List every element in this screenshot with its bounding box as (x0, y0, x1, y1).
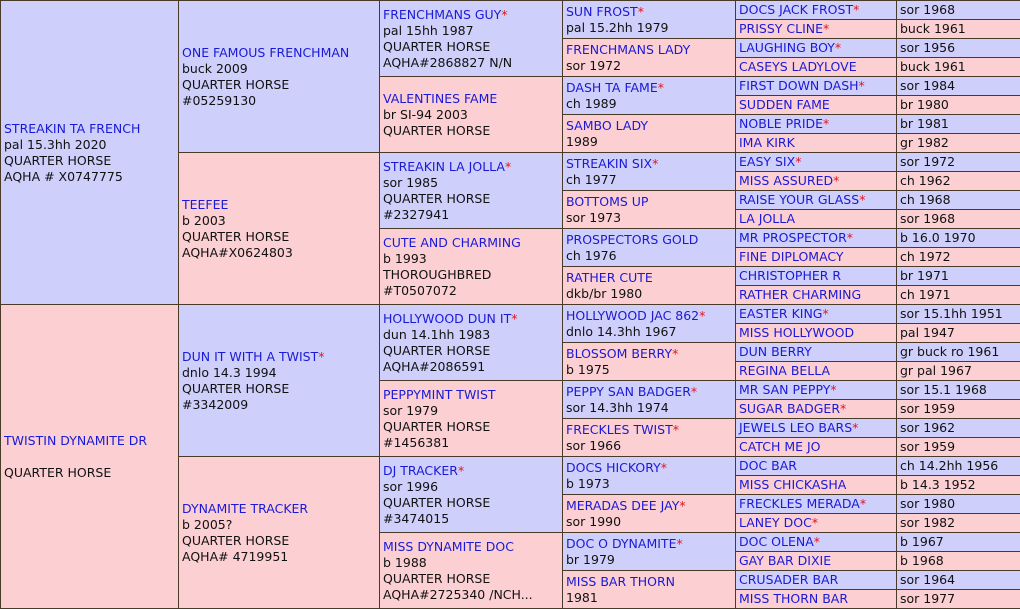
star-marker: * (676, 536, 682, 551)
horse-detail: sor 1966 (566, 438, 732, 454)
horse-cell-g3g (380, 457, 563, 533)
ancestor-info: ch 1968 (897, 191, 1020, 210)
horse-cell-g2c (179, 305, 380, 457)
horse-detail: #T0507072 (383, 283, 559, 299)
ancestor-info: sor 1968 (897, 210, 1020, 229)
ancestor-info: sor 1959 (897, 400, 1020, 419)
horse-detail: QUARTER HORSE (4, 465, 175, 481)
star-marker: * (823, 21, 829, 36)
ancestor-cell-rather-charming (736, 286, 897, 305)
horse-name-link[interactable]: EASY SIX (739, 154, 795, 169)
ancestor-info: sor 1968 (897, 1, 1020, 20)
horse-name-link[interactable]: EASTER KING (739, 306, 823, 321)
horse-cell-g3c (380, 153, 563, 229)
pedigree-row (1, 1, 1020, 20)
star-marker: * (658, 80, 664, 95)
horse-detail: br 1979 (566, 552, 732, 568)
horse-name-link[interactable]: REGINA BELLA (739, 363, 830, 378)
horse-cell-g4l (563, 419, 736, 457)
horse-name-link[interactable]: MR PROSPECTOR (739, 230, 847, 245)
ancestor-cell-catch-me-jo (736, 438, 897, 457)
ancestor-info: sor 1964 (897, 571, 1020, 590)
horse-detail: QUARTER HORSE (4, 153, 175, 169)
star-marker: * (814, 534, 820, 549)
ancestor-cell-miss-chickasha (736, 476, 897, 495)
horse-detail: sor 1979 (383, 403, 559, 419)
horse-name-link[interactable]: CATCH ME JO (739, 439, 821, 454)
ancestor-cell-laney-doc (736, 514, 897, 533)
ancestor-info: sor 1956 (897, 39, 1020, 58)
horse-name-link[interactable]: DYNAMITE TRACKER (182, 501, 308, 516)
horse-detail: AQHA# 4719951 (182, 549, 376, 565)
horse-detail: b 1993 (383, 251, 559, 267)
horse-detail: dnlo 14.3hh 1967 (566, 324, 732, 340)
horse-detail: ch 1977 (566, 172, 732, 188)
horse-name-link[interactable]: SUGAR BADGER (739, 401, 840, 416)
horse-name-link[interactable]: STREAKIN TA FRENCH (4, 121, 140, 136)
ancestor-cell-ima-kirk (736, 134, 897, 153)
horse-name-link[interactable]: DJ TRACKER (383, 463, 458, 478)
horse-detail: 1989 (566, 134, 732, 150)
horse-name-link[interactable]: DUN BERRY (739, 344, 812, 359)
ancestor-info: ch 1972 (897, 248, 1020, 267)
horse-cell-g3e (380, 305, 563, 381)
ancestor-cell-la-jolla (736, 210, 897, 229)
horse-name-link[interactable]: PRISSY CLINE (739, 21, 823, 36)
ancestor-info: gr pal 1967 (897, 362, 1020, 381)
horse-name-link[interactable]: ONE FAMOUS FRENCHMAN (182, 45, 349, 60)
horse-detail: THOROUGHBRED (383, 267, 559, 283)
ancestor-cell-noble-pride (736, 115, 897, 134)
horse-name-link[interactable]: HOLLYWOOD DUN IT (383, 311, 511, 326)
ancestor-cell-easter-king (736, 305, 897, 324)
horse-name-link[interactable]: MR SAN PEPPY (739, 382, 830, 397)
ancestor-info: buck 1961 (897, 20, 1020, 39)
horse-name-link[interactable]: STREAKIN SIX (566, 156, 652, 171)
horse-cell-g4p (563, 571, 736, 609)
star-marker: * (699, 308, 705, 323)
ancestor-cell-miss-assured (736, 172, 897, 191)
horse-cell-g4g (563, 229, 736, 267)
horse-name-link[interactable]: PEPPYMINT TWIST (383, 387, 496, 402)
ancestor-cell-docs-jack-frost (736, 1, 897, 20)
horse-cell-g4h (563, 267, 736, 305)
horse-name-link[interactable]: BLOSSOM BERRY (566, 346, 672, 361)
horse-name-link[interactable]: MISS HOLLYWOOD (739, 325, 854, 340)
horse-name-link[interactable]: DOC OLENA (739, 534, 814, 549)
star-marker: * (505, 159, 511, 174)
star-marker: * (852, 420, 858, 435)
ancestor-info: b 1967 (897, 533, 1020, 552)
horse-name-link[interactable]: MERADAS DEE JAY (566, 498, 679, 513)
horse-name-link[interactable]: BOTTOMS UP (566, 194, 648, 209)
horse-detail: AQHA#X0624803 (182, 245, 376, 261)
star-marker: * (830, 382, 836, 397)
star-marker: * (860, 496, 866, 511)
horse-detail: #1456381 (383, 435, 559, 451)
ancestor-cell-first-down-dash (736, 77, 897, 96)
horse-detail: sor 1990 (566, 514, 732, 530)
ancestor-cell-doc-olena (736, 533, 897, 552)
horse-cell-g4e (563, 153, 736, 191)
horse-name-link[interactable]: DOCS JACK FROST (739, 2, 853, 17)
horse-detail: ch 1976 (566, 248, 732, 264)
horse-detail: br SI-94 2003 (383, 107, 559, 123)
horse-cell-g3f (380, 381, 563, 457)
ancestor-info: pal 1947 (897, 324, 1020, 343)
horse-name-link[interactable]: GAY BAR DIXIE (739, 553, 831, 568)
horse-name-link[interactable]: CRUSADER BAR (739, 572, 838, 587)
horse-detail: #3474015 (383, 511, 559, 527)
ancestor-info: sor 1959 (897, 438, 1020, 457)
horse-name-link[interactable]: VALENTINES FAME (383, 91, 497, 106)
horse-cell-g4i (563, 305, 736, 343)
horse-detail: AQHA#2725340 /NCH... (383, 587, 559, 603)
horse-cell-g4d (563, 115, 736, 153)
horse-detail: dkb/br 1980 (566, 286, 732, 302)
ancestor-cell-prissy-cline (736, 20, 897, 39)
horse-detail: AQHA#2868827 N/N (383, 55, 559, 71)
ancestor-info: ch 1971 (897, 286, 1020, 305)
horse-detail: QUARTER HORSE (383, 191, 559, 207)
ancestor-cell-easy-six (736, 153, 897, 172)
horse-cell-g3d (380, 229, 563, 305)
horse-name-link[interactable]: MISS DYNAMITE DOC (383, 539, 514, 554)
horse-name-link[interactable]: STREAKIN LA JOLLA (383, 159, 505, 174)
horse-detail: QUARTER HORSE (182, 229, 376, 245)
horse-detail: QUARTER HORSE (383, 39, 559, 55)
horse-detail: sor 1996 (383, 479, 559, 495)
star-marker: * (638, 4, 644, 19)
star-marker: * (840, 401, 846, 416)
horse-name-link[interactable]: MISS ASSURED (739, 173, 833, 188)
horse-cell-g4n (563, 495, 736, 533)
star-marker: * (833, 173, 839, 188)
horse-name-link[interactable]: RATHER CUTE (566, 270, 653, 285)
horse-cell-g4a (563, 1, 736, 39)
ancestor-cell-caseys-ladylove (736, 58, 897, 77)
ancestor-info: gr buck ro 1961 (897, 343, 1020, 362)
ancestor-cell-laughing-boy (736, 39, 897, 58)
horse-cell-g4k (563, 381, 736, 419)
ancestor-info: sor 1962 (897, 419, 1020, 438)
ancestor-info: sor 15.1 1968 (897, 381, 1020, 400)
ancestor-cell-mr-san-peppy (736, 381, 897, 400)
ancestor-cell-jewels-leo-bars (736, 419, 897, 438)
horse-detail: QUARTER HORSE (383, 571, 559, 587)
star-marker: * (679, 498, 685, 513)
horse-name-link[interactable]: CASEYS LADYLOVE (739, 59, 857, 74)
ancestor-info: sor 1980 (897, 495, 1020, 514)
horse-name-link[interactable]: NOBLE PRIDE (739, 116, 823, 131)
star-marker: * (318, 349, 324, 364)
horse-name-link[interactable]: FRECKLES TWIST (566, 422, 673, 437)
star-marker: * (672, 346, 678, 361)
star-marker: * (859, 78, 865, 93)
horse-detail: pal 15hh 1987 (383, 23, 559, 39)
star-marker: * (673, 422, 679, 437)
horse-name-link[interactable]: SUN FROST (566, 4, 638, 19)
ancestor-cell-mr-prospector (736, 229, 897, 248)
horse-detail: QUARTER HORSE (383, 123, 559, 139)
horse-detail: 1981 (566, 590, 732, 606)
horse-detail (4, 449, 175, 465)
horse-name-link[interactable]: LANEY DOC (739, 515, 812, 530)
horse-cell-g3h (380, 533, 563, 609)
horse-detail: sor 1973 (566, 210, 732, 226)
ancestor-info: buck 1961 (897, 58, 1020, 77)
ancestor-cell-miss-thorn-bar (736, 590, 897, 609)
ancestor-cell-miss-hollywood (736, 324, 897, 343)
star-marker: * (853, 2, 859, 17)
horse-detail: QUARTER HORSE (383, 419, 559, 435)
star-marker: * (661, 460, 667, 475)
ancestor-info: b 16.0 1970 (897, 229, 1020, 248)
horse-cell-g3a (380, 1, 563, 77)
ancestor-info: gr 1982 (897, 134, 1020, 153)
horse-detail: QUARTER HORSE (182, 381, 376, 397)
horse-detail: QUARTER HORSE (182, 533, 376, 549)
ancestor-cell-christopher-r (736, 267, 897, 286)
horse-cell-g4c (563, 77, 736, 115)
horse-name-link[interactable]: DUN IT WITH A TWIST (182, 349, 318, 364)
ancestor-info: br 1980 (897, 96, 1020, 115)
ancestor-cell-dun-berry (736, 343, 897, 362)
horse-detail: AQHA # X0747775 (4, 169, 175, 185)
pedigree-row (1, 305, 1020, 324)
horse-cell-g3b (380, 77, 563, 153)
horse-name-link[interactable]: MISS CHICKASHA (739, 477, 846, 492)
horse-name-link[interactable]: IMA KIRK (739, 135, 795, 150)
horse-detail: #2327941 (383, 207, 559, 223)
horse-name-link[interactable]: SUDDEN FAME (739, 97, 830, 112)
star-marker: * (859, 192, 865, 207)
horse-cell-g4o (563, 533, 736, 571)
horse-detail: QUARTER HORSE (383, 495, 559, 511)
horse-detail: b 1988 (383, 555, 559, 571)
horse-name-link[interactable]: PROSPECTORS GOLD (566, 232, 698, 247)
horse-detail: b 1973 (566, 476, 732, 492)
horse-name-link[interactable]: MISS BAR THORN (566, 574, 675, 589)
ancestor-info: sor 1984 (897, 77, 1020, 96)
ancestor-info: sor 15.1hh 1951 (897, 305, 1020, 324)
horse-name-link[interactable]: SAMBO LADY (566, 118, 648, 133)
star-marker: * (835, 40, 841, 55)
horse-name-link[interactable]: LAUGHING BOY (739, 40, 835, 55)
horse-name-link[interactable]: DOC O DYNAMITE (566, 536, 676, 551)
star-marker: * (691, 384, 697, 399)
ancestor-cell-crusader-bar (736, 571, 897, 590)
ancestor-info: ch 14.2hh 1956 (897, 457, 1020, 476)
star-marker: * (511, 311, 517, 326)
ancestor-info: br 1971 (897, 267, 1020, 286)
star-marker: * (458, 463, 464, 478)
horse-cell-g2b (179, 153, 380, 305)
ancestor-info: sor 1982 (897, 514, 1020, 533)
horse-name-link[interactable]: CUTE AND CHARMING (383, 235, 521, 250)
horse-detail: QUARTER HORSE (182, 77, 376, 93)
horse-name-link[interactable]: PEPPY SAN BADGER (566, 384, 691, 399)
ancestor-info: br 1981 (897, 115, 1020, 134)
ancestor-info: sor 1977 (897, 590, 1020, 609)
horse-name-link[interactable]: TWISTIN DYNAMITE DR (4, 433, 147, 448)
ancestor-cell-doc-bar (736, 457, 897, 476)
horse-detail: sor 1985 (383, 175, 559, 191)
star-marker: * (795, 154, 801, 169)
ancestor-cell-freckles-merada (736, 495, 897, 514)
ancestor-cell-gay-bar-dixie (736, 552, 897, 571)
horse-name-link[interactable]: RATHER CHARMING (739, 287, 861, 302)
horse-detail: ch 1989 (566, 96, 732, 112)
horse-detail: AQHA#2086591 (383, 359, 559, 375)
horse-name-link[interactable]: FRECKLES MERADA (739, 496, 860, 511)
horse-cell-g2a (179, 1, 380, 153)
horse-name-link[interactable]: RAISE YOUR GLASS (739, 192, 859, 207)
horse-name-link[interactable]: CHRISTOPHER R (739, 268, 841, 283)
horse-name-link[interactable]: FRENCHMANS LADY (566, 42, 690, 57)
horse-name-link[interactable]: DOCS HICKORY (566, 460, 661, 475)
ancestor-info: b 14.3 1952 (897, 476, 1020, 495)
horse-detail: buck 2009 (182, 61, 376, 77)
horse-cell-g4m (563, 457, 736, 495)
ancestor-cell-fine-diplomacy (736, 248, 897, 267)
horse-detail: #05259130 (182, 93, 376, 109)
horse-cell-g1b (1, 305, 179, 609)
ancestor-info: sor 1972 (897, 153, 1020, 172)
horse-cell-g4b (563, 39, 736, 77)
horse-name-link[interactable]: HOLLYWOOD JAC 862 (566, 308, 699, 323)
horse-name-link[interactable]: LA JOLLA (739, 211, 795, 226)
horse-name-link[interactable]: FIRST DOWN DASH (739, 78, 859, 93)
ancestor-cell-sugar-badger (736, 400, 897, 419)
ancestor-info: b 1968 (897, 552, 1020, 571)
horse-detail: #3342009 (182, 397, 376, 413)
horse-name-link[interactable]: JEWELS LEO BARS (739, 420, 852, 435)
horse-name-link[interactable]: FRENCHMANS GUY (383, 7, 501, 22)
horse-detail: b 1975 (566, 362, 732, 378)
ancestor-cell-raise-your-glass (736, 191, 897, 210)
star-marker: * (823, 306, 829, 321)
horse-name-link[interactable]: FINE DIPLOMACY (739, 249, 844, 264)
horse-detail: sor 14.3hh 1974 (566, 400, 732, 416)
star-marker: * (652, 156, 658, 171)
star-marker: * (823, 116, 829, 131)
star-marker: * (501, 7, 507, 22)
horse-detail: pal 15.3hh 2020 (4, 137, 175, 153)
ancestor-cell-regina-bella (736, 362, 897, 381)
horse-detail: QUARTER HORSE (383, 343, 559, 359)
horse-detail: pal 15.2hh 1979 (566, 20, 732, 36)
horse-detail: b 2003 (182, 213, 376, 229)
horse-name-link[interactable]: TEEFEE (182, 197, 228, 212)
horse-name-link[interactable]: DOC BAR (739, 458, 797, 473)
horse-cell-g1a (1, 1, 179, 305)
star-marker: * (847, 230, 853, 245)
horse-name-link[interactable]: DASH TA FAME (566, 80, 658, 95)
horse-detail: sor 1972 (566, 58, 732, 74)
horse-detail: dun 14.1hh 1983 (383, 327, 559, 343)
horse-detail: b 2005? (182, 517, 376, 533)
star-marker: * (812, 515, 818, 530)
horse-cell-g4j (563, 343, 736, 381)
horse-detail: dnlo 14.3 1994 (182, 365, 376, 381)
horse-name-link[interactable]: MISS THORN BAR (739, 591, 848, 606)
horse-cell-g4f (563, 191, 736, 229)
ancestor-cell-sudden-fame (736, 96, 897, 115)
ancestor-info: ch 1962 (897, 172, 1020, 191)
